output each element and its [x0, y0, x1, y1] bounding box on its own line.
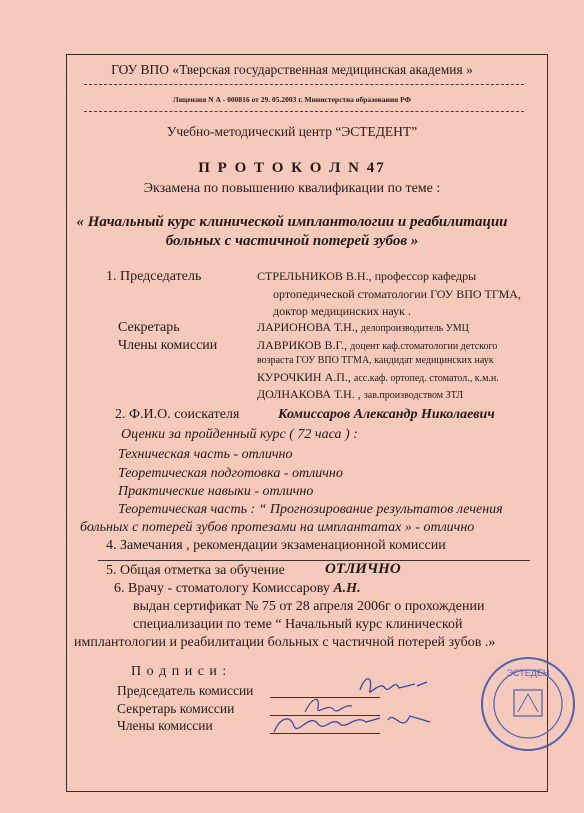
candidate-name: Комиссаров Александр Николаевич [278, 407, 495, 422]
signature-chair-label: Председатель комиссии [117, 683, 254, 698]
specialization-line: специализации по теме “ Начальный курс клинической [133, 617, 463, 632]
chair-line-2: ортопедической стоматологии ГОУ ВПО ТГМА, [273, 287, 521, 301]
org-name: ГОУ ВПО «Тверская государственная медицинская академия » [111, 62, 473, 77]
grade-theory-prep: Теоретическая подготовка - отлично [118, 466, 343, 481]
seal-stamp-icon [478, 654, 578, 754]
certificate-line: выдан сертификат № 75 от 28 апреля 2006г о прохождении [133, 599, 485, 614]
remarks-line [98, 560, 530, 561]
topic-line-1: « Начальный курс клинической имплантологии и реабилитации [76, 214, 508, 230]
grade-practical: Практические навыки - отлично [118, 484, 314, 499]
topic-line-2: больных с частичной потерей зубов » [165, 233, 419, 249]
grade-theory-part: Теоретическая часть : “ Прогнозирование результатов лечения [118, 502, 503, 517]
grade-theory-part-2: больных с потерей зубов протезами на имплантатах » - отлично [80, 520, 475, 535]
member-3-name: ДОЛНАКОВА Т.Н. , зав.производством ЗТЛ [257, 387, 464, 401]
protocol-subtitle: Экзамена по повышению квалификации по теме : [143, 181, 441, 196]
candidate-label: 2. Ф.И.О. соискателя [115, 407, 240, 422]
grade-technical: Техническая часть - отлично [118, 447, 293, 462]
secretary-name: ЛАРИОНОВА Т.Н., делопроизводитель УМЦ [257, 320, 469, 334]
secretary-label: Секретарь [118, 320, 180, 335]
chair-label: 1. Председатель [106, 269, 202, 284]
chair-line-3: доктор медицинских наук . [273, 304, 411, 318]
svg-text:ЭСТЕДЕН: ЭСТЕДЕН [506, 668, 550, 678]
signature-secretary-label: Секретарь комиссии [117, 701, 235, 716]
divider [84, 111, 524, 112]
member-1-name: ЛАВРИКОВ В.Г., доцент каф.стоматологии детского [257, 338, 498, 352]
center-name: Учебно-методический центр “ЭСТЕДЕНТ” [166, 124, 418, 139]
member-2-name: КУРОЧКИН А.П., асс.каф. ортопед. стоматол., к.м.н. [257, 370, 499, 384]
member-1-role: возраста ГОУ ВПО ТГМА, кандидат медицинских наук [257, 355, 494, 366]
grades-label: Оценки за пройденный курс ( 72 часа ) : [121, 427, 358, 442]
chair-line-1: СТРЕЛЬНИКОВ В.Н., профессор кафедры [257, 269, 477, 283]
overall-value: ОТЛИЧНО [325, 561, 401, 577]
members-label: Члены комиссии [118, 338, 218, 353]
divider [84, 84, 524, 85]
specialization-line-2: имплантологии и реабилитации больных с частичной потерей зубов .» [74, 635, 496, 650]
signature-members-label: Члены комиссии [117, 718, 213, 733]
remarks-label: 4. Замечания , рекомендации экзаменационной комиссии [106, 538, 446, 553]
protocol-title: П Р О Т О К О Л N 47 [198, 160, 386, 176]
members-signature-icon [270, 700, 450, 745]
signatures-heading: П о д п и с и : [131, 664, 228, 679]
doctor-line: 6. Врачу - стоматологу Комиссарову А.Н. [114, 581, 361, 596]
license-line: Лицензия N А - 000816 от 29. 05.2003 г. Министерства образования РФ [173, 95, 411, 104]
overall-label: 5. Общая отметка за обучение [106, 563, 285, 578]
